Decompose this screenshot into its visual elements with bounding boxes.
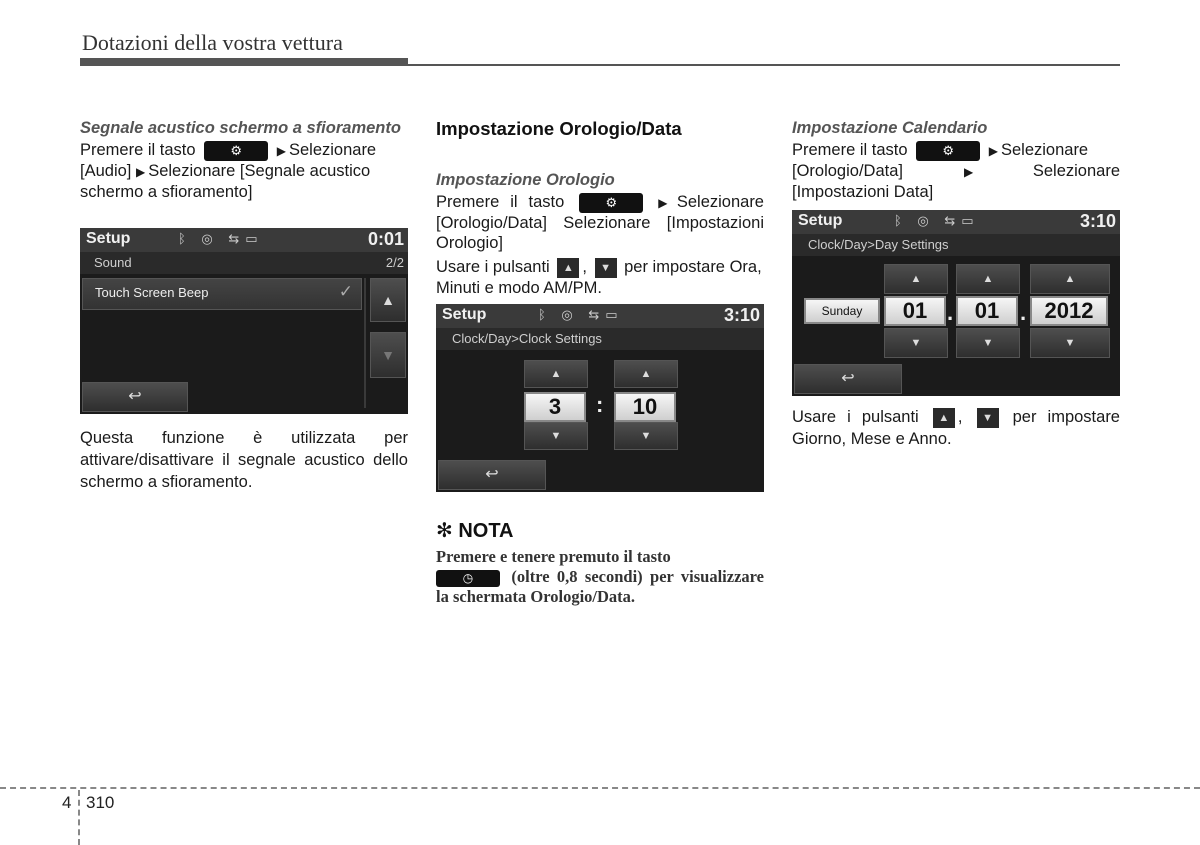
setup-key-icon: ⚙ [579,193,643,213]
column-calendar [792,118,1120,202]
back-arrow-icon: ↩ [128,388,142,405]
weekday-value: Sunday [804,298,880,324]
section-subhead: Impostazione Calendario [792,119,988,137]
touch-screen-beep-item[interactable] [82,278,362,310]
instruction-text: Premere il tasto [436,193,565,211]
up-button-icon: ▲ [933,408,955,428]
hour-value: 3 [524,392,586,422]
section-heading: Impostazione Orologio/Data [436,118,682,139]
triangle-up-icon: ▲ [1064,273,1076,285]
screen-day-settings [792,210,1120,396]
nota-block [436,518,764,607]
column-audio-beep [80,118,408,202]
screen-clock: 3:10 [1079,211,1116,231]
triangle-down-icon: ▼ [550,430,562,442]
instruction-text: Usare i pulsanti [792,408,919,426]
instruction-text: per impostare Ora, Minuti e modo AM/PM. [436,258,762,297]
screen-subheader [792,234,1120,256]
back-arrow-icon: ↩ [485,466,499,483]
instruction-text: Selezionare [Segnale acustico schermo a sfioramento] [80,162,371,201]
month-value: 01 [956,296,1018,326]
arrow-right-icon: ▶ [658,196,674,210]
arrow-right-icon: ▶ [988,144,998,158]
instruction-paragraph [436,192,764,253]
scroll-down-button[interactable] [370,332,406,378]
instruction-text: Premere il tasto [80,141,196,159]
back-button[interactable] [438,460,546,490]
triangle-down-icon: ▼ [1064,337,1076,349]
screen-page-indicator: 2/2 [385,255,404,270]
screen-subheader [80,252,408,274]
instruction-text: Usare i pulsanti [436,258,550,276]
page-header-title: Dotazioni della vostra vettura [82,30,343,55]
instruction-text: , [582,258,587,276]
instruction-text: , [957,408,963,426]
note-paragraph [436,547,764,607]
setup-key-icon: ⚙ [916,141,980,161]
column-clock [436,118,764,298]
screen-title: Setup [86,230,131,247]
status-icons: ᛒ ◎ ⇆▭ [538,307,624,322]
hour-down-button[interactable] [524,422,588,450]
status-icons: ᛒ ◎ ⇆▭ [894,213,980,228]
back-button[interactable] [794,364,902,394]
month-down-button[interactable] [956,328,1020,358]
scrollbar-track[interactable] [364,278,366,408]
triangle-up-icon: ▲ [640,368,652,380]
setup-key-icon: ⚙ [204,141,268,161]
minute-up-button[interactable] [614,360,678,388]
minute-down-button[interactable] [614,422,678,450]
month-up-button[interactable] [956,264,1020,294]
column-audio-beep-desc [80,427,408,493]
date-separator: . [1020,300,1027,325]
triangle-down-icon: ▼ [640,430,652,442]
checkmark-icon: ✓ [338,282,353,301]
triangle-down-icon: ▼ [982,337,994,349]
instruction-paragraph [80,140,408,202]
instruction-text: Selezionare [288,141,377,159]
instruction-text: per impostare Giorno, Mese e Anno. [792,408,1120,448]
instruction-paragraph [436,257,764,298]
down-button-icon: ▼ [595,258,617,278]
screen-subheader [436,328,764,350]
footer-dashed-rule [0,787,1200,789]
instruction-paragraph [792,406,1120,450]
header-rule-thick [80,58,408,66]
down-button-icon: ▼ [977,408,999,428]
section-subhead: Segnale acustico schermo a sfioramento [80,119,401,137]
day-down-button[interactable] [884,328,948,358]
clock-key-icon: ◷ [436,570,500,587]
section-subhead: Impostazione Orologio [436,171,615,189]
status-icons: ᛒ ◎ ⇆▭ [178,231,264,246]
instruction-text: Premere il tasto [792,141,908,159]
header-rule-thin [408,64,1120,66]
minute-value: 10 [614,392,676,422]
year-up-button[interactable] [1030,264,1110,294]
triangle-down-icon: ▼ [910,337,922,349]
instruction-text: [Orologio/Data] [792,162,903,180]
list-item-label: Touch Screen Beep [95,285,209,300]
hour-up-button[interactable] [524,360,588,388]
note-heading: ✻ NOTA [436,520,514,542]
time-separator: : [596,392,604,417]
screen-clock-settings [436,304,764,492]
scroll-up-button[interactable] [370,278,406,322]
instruction-text: Selezionare [1032,162,1120,180]
up-button-icon: ▲ [557,258,579,278]
triangle-up-icon: ▲ [550,368,562,380]
description-paragraph: Questa funzione è utilizzata per attivare/disattivare il segnale acustico dello schermo a sfioramento. [80,429,408,491]
column-calendar-desc [792,406,1120,450]
triangle-down-icon: ▼ [381,347,395,363]
footer-dashed-divider [78,790,80,845]
instruction-text: [Orologio/Data] Selezionare [Impostazioni Orologio] [436,214,764,252]
screen-title: Setup [798,212,843,229]
back-arrow-icon: ↩ [841,370,855,387]
screen-subheader-label: Sound [94,255,132,270]
day-value: 01 [884,296,946,326]
year-value: 2012 [1030,296,1108,326]
arrow-right-icon: ▶ [135,165,146,179]
instruction-text: Selezionare [1000,141,1089,159]
instruction-paragraph [792,140,1120,202]
triangle-up-icon: ▲ [910,273,922,285]
instruction-text: Selezionare [676,193,764,211]
triangle-up-icon: ▲ [381,292,395,308]
screen-clock: 3:10 [723,305,760,325]
chapter-number: 4 [62,793,72,812]
screen-subheader-label: Clock/Day>Day Settings [808,237,949,252]
screen-clock: 0:01 [367,229,404,249]
day-up-button[interactable] [884,264,948,294]
note-text: Premere e tenere premuto il tasto [436,547,671,566]
instruction-text: [Impostazioni Data] [792,183,934,201]
back-button[interactable] [82,382,188,412]
triangle-up-icon: ▲ [982,273,994,285]
year-down-button[interactable] [1030,328,1110,358]
page-number: 310 [86,793,115,812]
screen-subheader-label: Clock/Day>Clock Settings [452,331,602,346]
arrow-right-icon: ▶ [276,144,286,158]
date-separator: . [947,300,954,325]
note-text: (oltre 0,8 secondi) per visualizzare la schermata Orologio/Data. [436,567,765,606]
arrow-right-icon: ▶ [964,165,974,179]
instruction-text: [Audio] [80,162,132,180]
screen-sound-setup [80,228,408,414]
screen-title: Setup [442,306,487,323]
